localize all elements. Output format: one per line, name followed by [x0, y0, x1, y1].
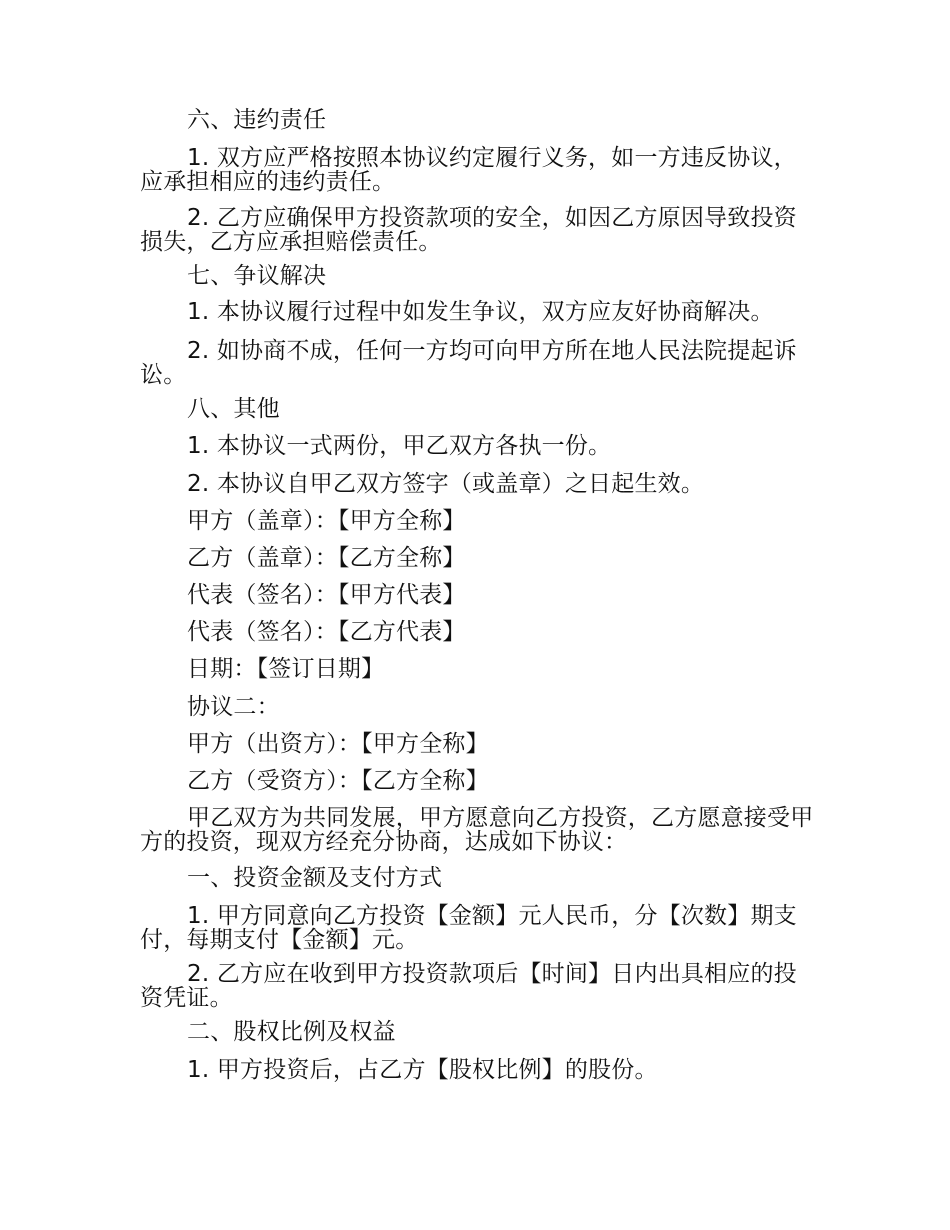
signature-party-b-seal: 乙方（盖章）：【乙方全称】: [187, 545, 466, 571]
paragraph-breach-clause-2: 2. 乙方应确保甲方投资款项的安全，如因乙方原因导致投资损失，乙方应承担赔偿责任。: [140, 205, 797, 255]
paragraph-investment-clause-2: 2. 乙方应在收到甲方投资款项后【时间】日内出具相应的投资凭证。: [140, 961, 797, 1011]
signature-party-b-representative: 代表（签名）：【乙方代表】: [187, 619, 466, 645]
party-a-investor: 甲方（出资方）：【甲方全称】: [187, 731, 489, 757]
agreement-two-title: 协议二：: [187, 694, 280, 720]
signature-date: 日期：【签订日期】: [187, 656, 385, 682]
section-heading-breach-liability: 六、违约责任: [187, 107, 327, 133]
section-heading-other: 八、其他: [187, 396, 280, 422]
paragraph-equity-clause-1: 1. 甲方投资后，占乙方【股权比例】的股份。: [187, 1057, 658, 1083]
section-heading-equity-ratio: 二、股权比例及权益: [187, 1019, 396, 1045]
agreement-preamble: 甲乙双方为共同发展，甲方愿意向乙方投资，乙方愿意接受甲方的投资，现双方经充分协商，达成如下协议：: [140, 805, 814, 855]
party-b-investee: 乙方（受资方）：【乙方全称】: [187, 768, 489, 794]
section-heading-dispute-resolution: 七、争议解决: [187, 263, 327, 289]
paragraph-other-clause-2: 2. 本协议自甲乙双方签字（或盖章）之日起生效。: [187, 471, 705, 497]
section-heading-investment-amount: 一、投资金额及支付方式: [187, 865, 443, 891]
paragraph-dispute-clause-2: 2. 如协商不成，任何一方均可向甲方所在地人民法院提起诉讼。: [140, 338, 797, 388]
paragraph-other-clause-1: 1. 本协议一式两份，甲乙双方各执一份。: [187, 433, 612, 459]
paragraph-breach-clause-1: 1. 双方应严格按照本协议约定履行义务，如一方违反协议，应承担相应的违约责任。: [140, 145, 797, 195]
signature-party-a-seal: 甲方（盖章）：【甲方全称】: [187, 508, 466, 534]
paragraph-dispute-clause-1: 1. 本协议履行过程中如发生争议，双方应友好协商解决。: [187, 299, 774, 325]
paragraph-investment-clause-1: 1. 甲方同意向乙方投资【金额】元人民币，分【次数】期支付，每期支付【金额】元。: [140, 903, 797, 953]
signature-party-a-representative: 代表（签名）：【甲方代表】: [187, 582, 466, 608]
